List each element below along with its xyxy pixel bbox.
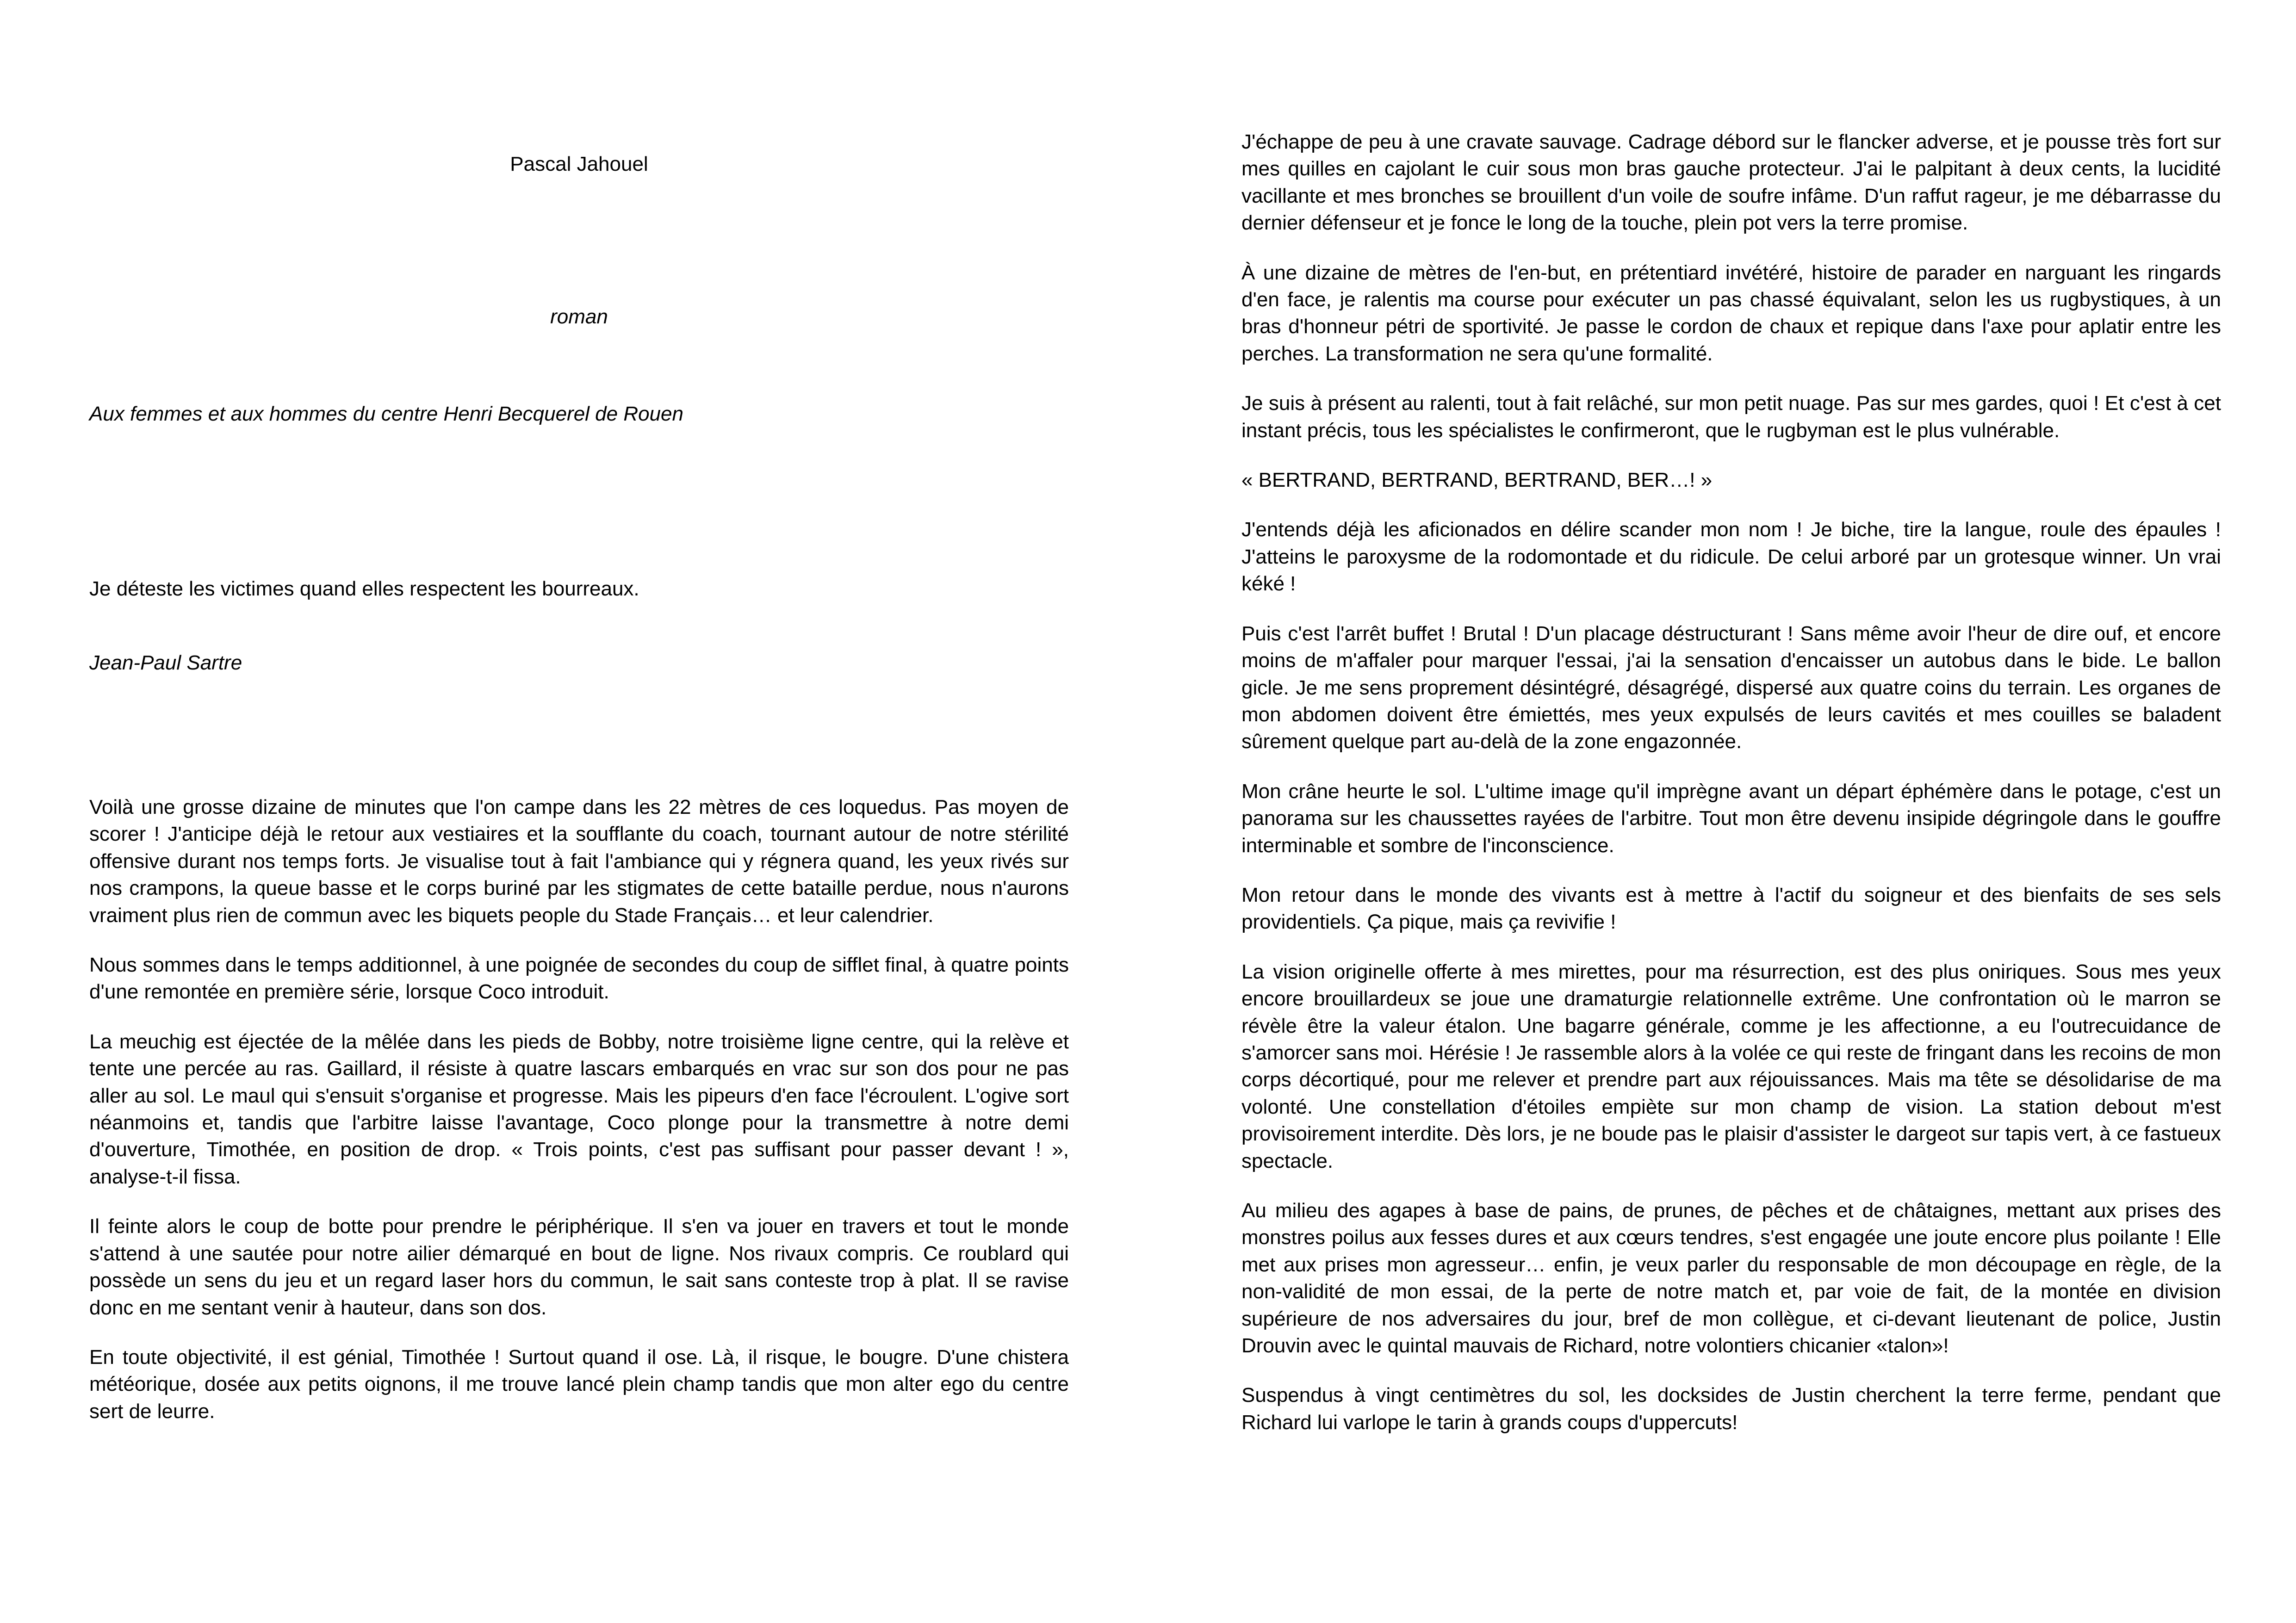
- paragraph: J'entends déjà les aficionados en délire scander mon nom ! Je biche, tire la langue, roule des épaules ! J'atteins le paroxysme de la rodomontade et du ridicule. De celui arboré par un grotesque winner. Un vrai kéké !: [1241, 518, 2221, 595]
- left-page-body: [89, 794, 1069, 1448]
- paragraph: À une dizaine de mètres de l'en-but, en prétentiard invétéré, histoire de parader en narguant les ringards d'en face, je ralentis ma course pour exécuter un pas chassé équivalant, selon les us rugbystiques, à un bras d'honneur pétri de sportivité. Je passe le cordon de chaux et repique dans l'axe pour aplatir entre les perches. La transformation ne sera qu'une formalité.: [1241, 261, 2221, 365]
- paragraph: Suspendus à vingt centimètres du sol, les docksides de Justin cherchent la terre ferme, pendant que Richard lui varlope le tarin à grands coups d'uppercuts!: [1241, 1384, 2221, 1434]
- paragraph: Voilà une grosse dizaine de minutes que l'on campe dans les 22 mètres de ces loquedus. Pas moyen de scorer ! J'anticipe déjà le retour aux vestiaires et la soufflante du coach, tournant autour de notre stérilité offensive durant nos temps forts. Je visualise tout à fait l'ambiance qui y régnera quand, les yeux rivés sur nos crampons, la queue basse et le corps buriné par les stigmates de cette bataille perdue, nous n'aurons vraiment plus rien de commun avec les biquets people du Stade Français… et leur calendrier.: [89, 796, 1069, 927]
- paragraph: Puis c'est l'arrêt buffet ! Brutal ! D'un placage déstructurant ! Sans même avoir l'heur de dire ouf, et encore moins de m'affaler pour marquer l'essai, j'ai la sensation d'encaisser un autobus dans le bide. Le ballon gicle. Je me sens proprement désintégré, désagrégé, dispersé aux quatre coins du terrain. Les organes de mon abdomen doivent être émiettés, mes yeux expulsés de leurs cavités et mes couilles se baladent sûrement quelque part au-delà de la zone engazonnée.: [1241, 622, 2221, 753]
- paragraph: Il feinte alors le coup de botte pour prendre le périphérique. Il s'en va jouer en travers et tout le monde s'attend à une sautée pour notre ailier démarqué en bout de ligne. Nos rivaux compris. Ce roublard qui possède un sens du jeu et un regard laser hors du commun, le sait sans conteste trop à plat. Il se ravise donc en me sentant venir à hauteur, dans son dos.: [89, 1215, 1069, 1319]
- right-page: [1241, 0, 2221, 1623]
- dedication: Aux femmes et aux hommes du centre Henri Becquerel de Rouen: [89, 403, 683, 425]
- paragraph: En toute objectivité, il est génial, Timothée ! Surtout quand il ose. Là, il risque, le bougre. D'une chistera météorique, dosée aux petits oignons, il me trouve lancé plein champ tandis que mon alter ego du centre sert de leurre.: [89, 1345, 1069, 1423]
- paragraph: J'échappe de peu à une cravate sauvage. Cadrage débord sur le flancker adverse, et je pousse très fort sur mes quilles en cajolant le cuir sous mon bras gauche protecteur. J'ai le palpitant à deux cents, la lucidité vacillante et mes bronches se brouillent d'un voile de soufre infâme. D'un raffut rageur, je me débarrasse du dernier défenseur et je fonce le long de la touche, plein pot vers la terre promise.: [1241, 130, 2221, 235]
- genre-label: roman: [550, 305, 608, 328]
- paragraph: La meuchig est éjectée de la mêlée dans les pieds de Bobby, notre troisième ligne centre, qui la relève et tente une percée au ras. Gaillard, il résiste à quatre lascars embarqués en vrac sur son dos pour ne pas aller au sol. Le maul qui s'ensuit s'organise et progresse. Mais les pipeurs d'en face l'écroulent. L'ogive sort néanmoins et, tandis que l'arbitre laisse l'avantage, Coco plonge pour la transmettre à notre demi d'ouverture, Timothée, en position de drop. « Trois points, c'est pas suffisant pour passer devant ! », analyse-t-il fissa.: [89, 1030, 1069, 1188]
- paragraph: Au milieu des agapes à base de pains, de prunes, de pêches et de châtaignes, mettant aux prises des monstres poilus aux fesses dures et aux cœurs tendres, s'est engagée une joute encore plus poilante ! Elle met aux prises mon agresseur… enfin, je veux parler du responsable de mon découpage en règle, de la non-validité de mon essai, de la perte de notre match et, par voie de fait, de la montée en division supérieure de nos adversaires du jour, bref de mon collègue, et ci-devant lieutenant de police, Justin Drouvin avec le quintal mauvais de Richard, notre volontiers chicanier «talon»!: [1241, 1199, 2221, 1357]
- paragraph: La vision originelle offerte à mes mirettes, pour ma résurrection, est des plus oniriques. Sous mes yeux encore brouillardeux se joue une dramaturgie relationnelle extrême. Une confrontation où le marron se révèle être la valeur étalon. Une bagarre générale, comme je les affectionne, a eu l'outrecuidance de s'amorcer sans moi. Hérésie ! Je rassemble alors à la volée ce qui reste de fringant dans les recoins de mon corps décortiqué, pour me relever et prendre part aux réjouissances. Mais ma tête se désolidarise de ma volonté. Une constellation d'étoiles empiète sur mon champ de vision. La station debout m'est provisoirement interdite. Dès lors, je ne boude pas le plaisir d'assister le dargeot sur tapis vert, à ce fastueux spectacle.: [1241, 960, 2221, 1172]
- paragraph: Mon retour dans le monde des vivants est à mettre à l'actif du soigneur et des bienfaits de ses sels providentiels. Ça pique, mais ça revivifie !: [1241, 883, 2221, 934]
- paragraph: Mon crâne heurte le sol. L'ultime image qu'il imprègne avant un départ éphémère dans le potage, c'est un panorama sur les chaussettes rayées de l'arbitre. Tout mon être devenu insipide dégringole dans le gouffre interminable et sombre de l'inconscience.: [1241, 780, 2221, 857]
- paragraph: Nous sommes dans le temps additionnel, à une poignée de secondes du coup de sifflet final, à quatre points d'une remontée en première série, lorsque Coco introduit.: [89, 954, 1069, 1004]
- author-name: Pascal Jahouel: [510, 153, 648, 175]
- epigraph-author: Jean-Paul Sartre: [89, 651, 242, 674]
- paragraph: Je suis à présent au ralenti, tout à fait relâché, sur mon petit nuage. Pas sur mes gardes, quoi ! Et c'est à cet instant précis, tous les spécialistes le confirmeront, que le rugbyman est le plus vulnérable.: [1241, 392, 2221, 442]
- right-page-body: [1241, 129, 2221, 1459]
- left-page: [89, 0, 1069, 1623]
- epigraph-quote: Je déteste les victimes quand elles respectent les bourreaux.: [89, 577, 639, 600]
- dialogue-line: « BERTRAND, BERTRAND, BERTRAND, BER…! »: [1241, 469, 1713, 492]
